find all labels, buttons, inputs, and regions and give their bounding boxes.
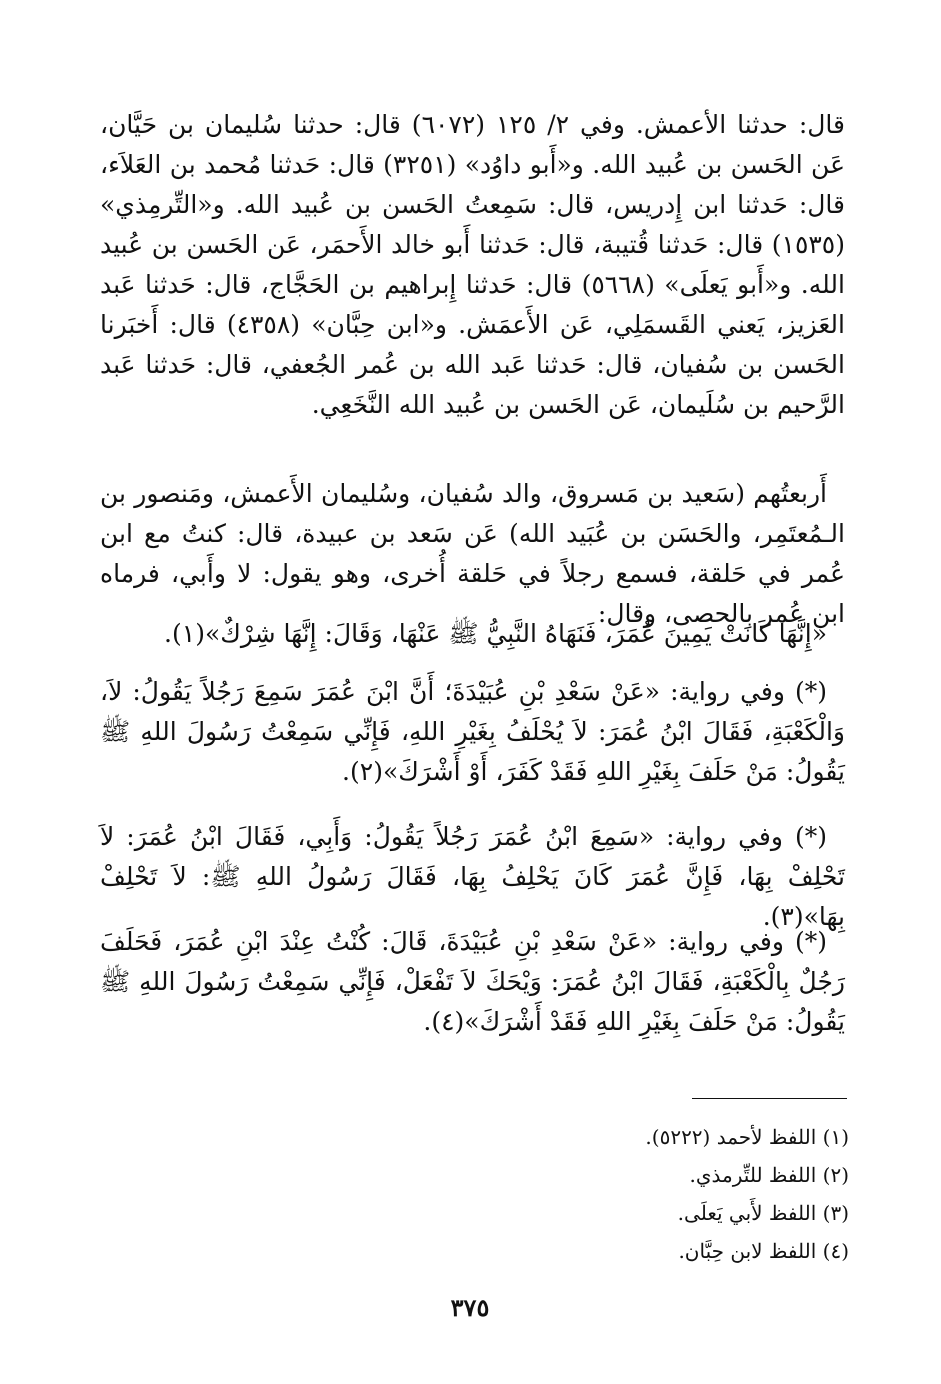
- page-number: ٣٧٥: [450, 1293, 490, 1322]
- story-paragraph: [100, 474, 845, 634]
- footnote-4: (٤) اللفظ لابن حِبَّان.: [678, 1239, 849, 1263]
- isnad-paragraph: [100, 105, 845, 425]
- footnote-1: (١) اللفظ لأحمد (٥٢٢٢).: [645, 1125, 849, 1149]
- footnote-3: (٣) اللفظ لأَبي يَعلَى.: [677, 1201, 849, 1225]
- paragraph-text: قال: حدثنا الأعمش. وفي ٢/ ١٢٥ (٦٠٧٢) قال: حدثنا سُليمان بن حَيَّان، عَن الحَسن بن عُبيد الله. و«أَبو داوُد» (٣٢٥١) قال: حَدثنا مُحمد بن العَلاَء، قال: حَدثنا ابن إِدريس، قال: سَمِعتُ الحَسن بن عُبيد الله. و«التِّرمِذي» (١٥٣٥) قال: حَدثنا قُتيبة، قال: حَدثنا أَبو خالد الأَحمَر، عَن الحَسن بن عُبيد الله. و«أَبو يَعلَى» (٥٦٦٨) قال: حَدثنا إِبراهيم بن الحَجَّاج، قال: حَدثنا عَبد العَزيز، يَعني القَسمَلِي، عَن الأَعمَش. و«ابن حِبَّان» (٤٣٥٨) قال: أَخبَرنا الحَسن بن سُفيان، قال: حَدثنا عَبد الله بن عُمر الجُعفي، قال: حَدثنا عَبد الرَّحيم بن سُلَيمان، عَن الحَسن بن عُبيد الله النَّخَعِي.: [100, 110, 846, 419]
- footnotes: [349, 1118, 849, 1270]
- footnote-2: (٢) اللفظ للتِّرمذي.: [689, 1163, 849, 1187]
- riwaya-paragraph-3: [100, 922, 845, 1042]
- paragraph-text: (*) وفي رواية: «سَمِعَ ابْنُ عُمَرَ رَجُلاً يَقُولُ: وَأَبِي، فَقَالَ ابْنُ عُمَرَ: لاَ تَحْلِفْ بِهَا، فَإِنَّ عُمَرَ كَانَ يَحْلِفُ بِهَا، فَقَالَ رَسُولُ اللهِ ﷺ: لاَ تَحْلِفْ بِهَا»(٣).: [100, 822, 845, 931]
- paragraph-text: أَربعتُهم (سَعيد بن مَسروق، والد سُفيان، وسُليمان الأَعمش، ومَنصور بن الـمُعتَمِر، والحَسَن بن عُبَيد الله) عَن سَعد بن عبيدة، قال: كنتُ مع ابن عُمر في حَلقة، فسمع رجلاً في حَلقة أُخرى، وهو يقول: لا وأَبي، فرماه ابن عُمر بالحصى، وقال:: [100, 479, 845, 628]
- paragraph-text: «إِنَّهَا كَانَتْ يَمِينَ عُمَرَ، فَنَهَاهُ النَّبِيُّ ﷺ عَنْهَا، وَقَالَ: إِنَّهَا شِرْكٌ»(١).: [164, 619, 827, 648]
- hadith-quote: [100, 614, 845, 654]
- paragraph-text: (*) وفي رواية: «عَنْ سَعْدِ بْنِ عُبَيْدَةَ؛ أَنَّ ابْنَ عُمَرَ سَمِعَ رَجُلاً يَقُولُ: لاَ، وَالْكَعْبَةِ، فَقَالَ ابْنُ عُمَرَ: لاَ يُحْلَفُ بِغَيْرِ اللهِ، فَإِنِّي سَمِعْتُ رَسُولَ اللهِ ﷺ يَقُولُ: مَنْ حَلَفَ بِغَيْرِ اللهِ فَقَدْ كَفَرَ، أَوْ أَشْرَكَ»(٢).: [100, 677, 845, 786]
- footnote-divider: [692, 1098, 847, 1099]
- paragraph-text: (*) وفي رواية: «عَنْ سَعْدِ بْنِ عُبَيْدَةَ، قَالَ: كُنْتُ عِنْدَ ابْنِ عُمَرَ، فَحَلَفَ رَجُلٌ بِالْكَعْبَةِ، فَقَالَ ابْنُ عُمَرَ: وَيْحَكَ لاَ تَفْعَلْ، فَإِنِّي سَمِعْتُ رَسُولَ اللهِ ﷺ يَقُولُ: مَنْ حَلَفَ بِغَيْرِ اللهِ فَقَدْ أَشْرَكَ»(٤).: [100, 927, 845, 1036]
- riwaya-paragraph-1: [100, 672, 845, 792]
- riwaya-paragraph-2: [100, 817, 845, 937]
